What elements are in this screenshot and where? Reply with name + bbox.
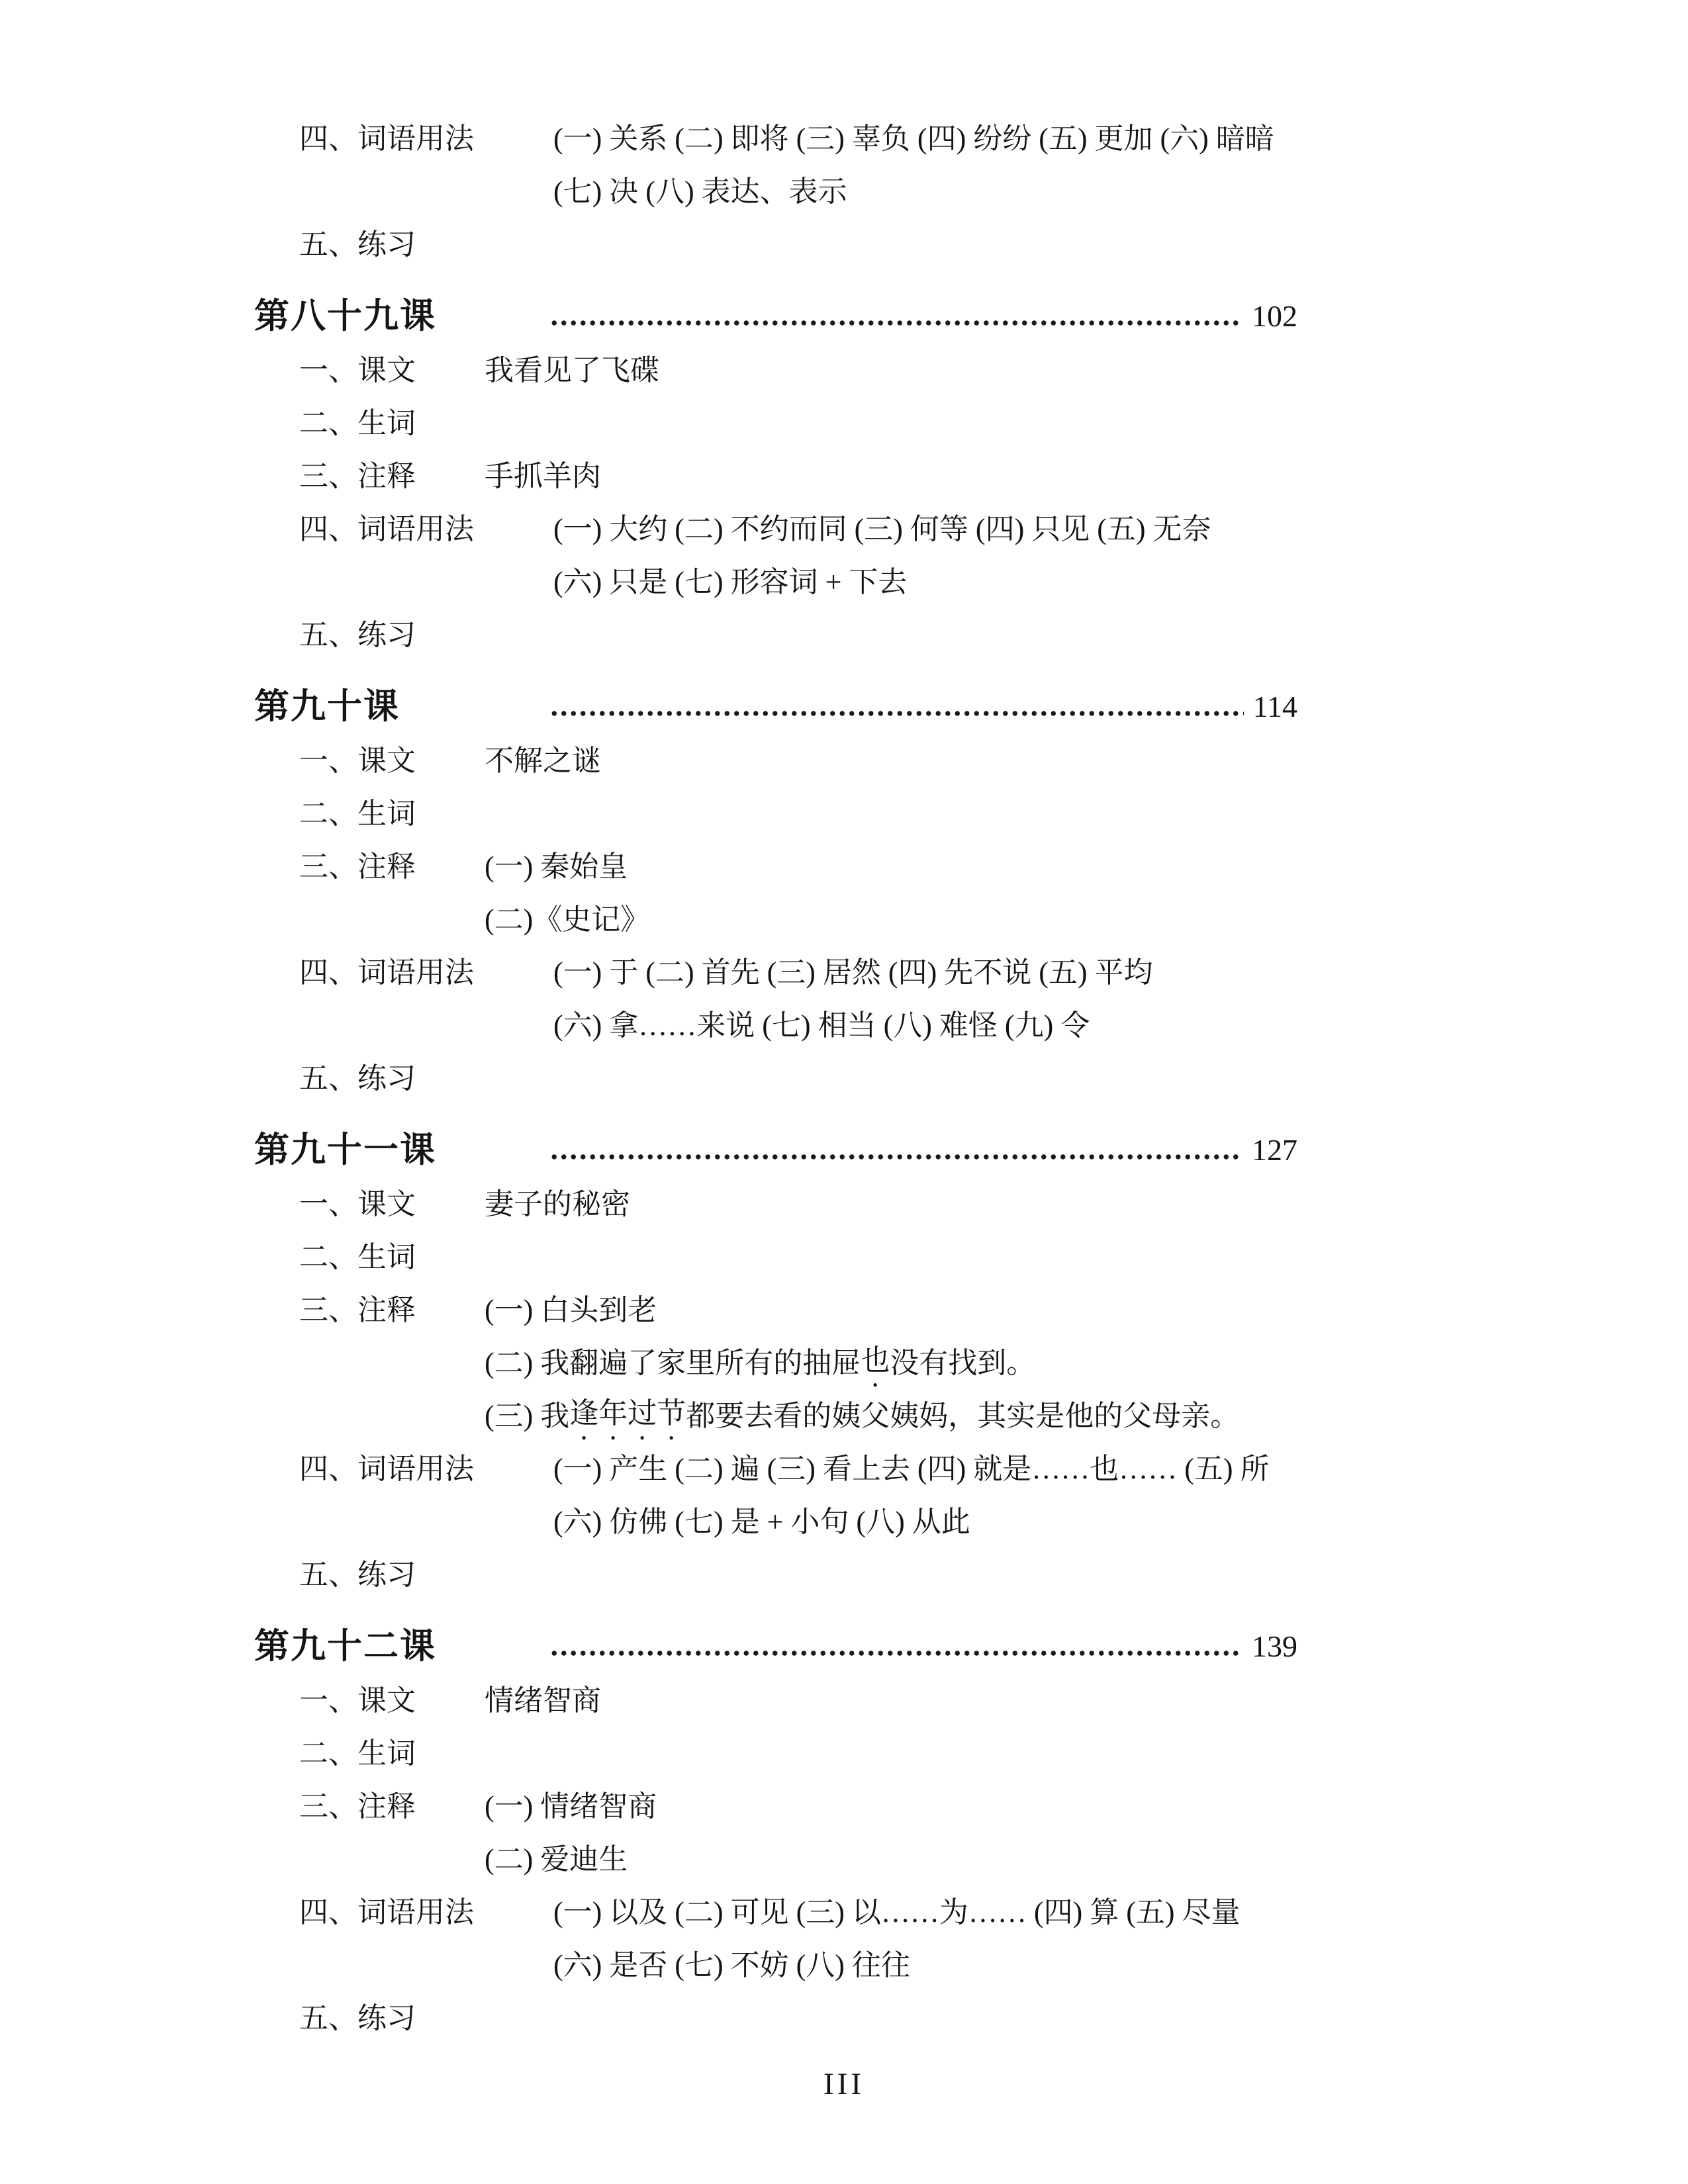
notes-item	[0, 841, 1688, 893]
usage-line: (七) 决 (八) 表达、表示	[553, 175, 847, 208]
lesson-heading	[0, 289, 1688, 344]
item-label: 三、注释	[299, 1294, 416, 1326]
usage-line: (六) 是否 (七) 不妨 (八) 往往	[553, 1949, 910, 1981]
note-line: (一) 白头到老	[485, 1294, 657, 1326]
text-item	[0, 344, 1688, 397]
text-item	[0, 1674, 1688, 1727]
item-label: 五、练习	[299, 1559, 416, 1591]
item-label: 二、生词	[299, 1241, 416, 1273]
lesson-heading	[0, 679, 1688, 735]
lesson-title: 第八十九课	[254, 297, 436, 336]
note-line: (二)《史记》	[485, 903, 650, 936]
text-title: 情绪智商	[485, 1684, 601, 1717]
item-label: 二、生词	[299, 1737, 416, 1770]
exercise-item	[0, 1052, 1688, 1105]
usage-item	[0, 1886, 1688, 1939]
emphasized-text: 也	[861, 1343, 890, 1377]
vocab-item	[0, 1727, 1688, 1780]
lesson-page-number: 139	[1252, 1629, 1297, 1663]
item-label: 四、词语用法	[299, 1896, 474, 1929]
vocab-item	[0, 1231, 1688, 1284]
item-label: 五、练习	[299, 2002, 416, 2034]
usage-line: (一) 以及 (二) 可见 (三) 以……为…… (四) 算 (五) 尽量	[553, 1896, 1241, 1929]
note-line: (一) 秦始皇	[485, 850, 628, 883]
notes-item	[0, 1284, 1688, 1337]
item-label: 三、注释	[299, 850, 416, 883]
dotted-leader	[549, 289, 1243, 344]
usage-item	[0, 113, 1688, 165]
note-line: (三) 我 逢年过节 都要去看的姨父姨妈，其实是他的父母亲。	[0, 1390, 1688, 1443]
item-label: 四、词语用法	[299, 1453, 474, 1485]
emphasized-text: 逢年过节	[569, 1396, 686, 1430]
note-line: (二) 爱迪生	[485, 1843, 628, 1876]
usage-item	[0, 503, 1688, 556]
text-title: 我看见了飞碟	[485, 354, 659, 387]
vocab-item	[0, 788, 1688, 841]
usage-line: (六) 拿……来说 (七) 相当 (八) 难怪 (九) 令	[553, 1009, 1090, 1042]
exercise-item	[0, 218, 1688, 271]
dotted-leader	[549, 1619, 1243, 1674]
item-label: 一、课文	[299, 354, 416, 387]
note-line: (二) 我翻遍了家里所有的抽屉 也 没有找到。	[0, 1337, 1688, 1390]
usage-item	[0, 1443, 1688, 1496]
item-label: 五、练习	[299, 619, 416, 651]
footer-page-number: III	[823, 2067, 865, 2101]
text-item	[0, 735, 1688, 788]
lesson-title: 第九十课	[254, 688, 400, 726]
vocab-item	[0, 397, 1688, 450]
item-label: 四、词语用法	[299, 956, 474, 989]
lesson-page-number: 114	[1252, 690, 1297, 723]
dotted-leader	[549, 679, 1244, 735]
item-label: 二、生词	[299, 797, 416, 830]
lesson-title: 第九十二课	[254, 1627, 436, 1666]
lesson-heading	[0, 1619, 1688, 1674]
lesson-title: 第九十一课	[254, 1131, 436, 1169]
exercise-item	[0, 1549, 1688, 1602]
usage-line: (一) 于 (二) 首先 (三) 居然 (四) 先不说 (五) 平均	[553, 956, 1153, 989]
usage-line: (一) 关系 (二) 即将 (三) 辜负 (四) 纷纷 (五) 更加 (六) 暗暗	[553, 122, 1274, 155]
text-title: 妻子的秘密	[485, 1188, 630, 1220]
item-label: 一、课文	[299, 745, 416, 777]
note-line: (一) 情绪智商	[485, 1790, 657, 1823]
notes-item	[0, 450, 1688, 503]
item-label: 三、注释	[299, 460, 416, 492]
lesson-page-number: 102	[1252, 299, 1297, 333]
usage-item	[0, 946, 1688, 999]
text-title: 不解之谜	[485, 745, 601, 777]
item-label: 五、练习	[299, 228, 416, 261]
lesson-page-number: 127	[1252, 1133, 1297, 1167]
usage-line: (一) 产生 (二) 遍 (三) 看上去 (四) 就是……也…… (五) 所	[553, 1453, 1270, 1485]
dotted-leader	[549, 1122, 1243, 1178]
exercise-item	[0, 1992, 1688, 2045]
usage-line: (一) 大约 (二) 不约而同 (三) 何等 (四) 只见 (五) 无奈	[553, 513, 1211, 545]
item-label: 三、注释	[299, 1790, 416, 1823]
notes-item	[0, 1780, 1688, 1833]
usage-line: (六) 仿佛 (七) 是 + 小句 (八) 从此	[553, 1506, 970, 1538]
text-item	[0, 1178, 1688, 1231]
note-line: 手抓羊肉	[485, 460, 601, 492]
item-label: 一、课文	[299, 1188, 416, 1220]
lesson-heading	[0, 1122, 1688, 1178]
item-label: 五、练习	[299, 1062, 416, 1095]
item-label: 二、生词	[299, 407, 416, 439]
usage-line: (六) 只是 (七) 形容词 + 下去	[553, 566, 908, 598]
item-label: 四、词语用法	[299, 513, 474, 545]
item-label: 一、课文	[299, 1684, 416, 1717]
item-label: 四、词语用法	[299, 122, 474, 155]
exercise-item	[0, 609, 1688, 662]
